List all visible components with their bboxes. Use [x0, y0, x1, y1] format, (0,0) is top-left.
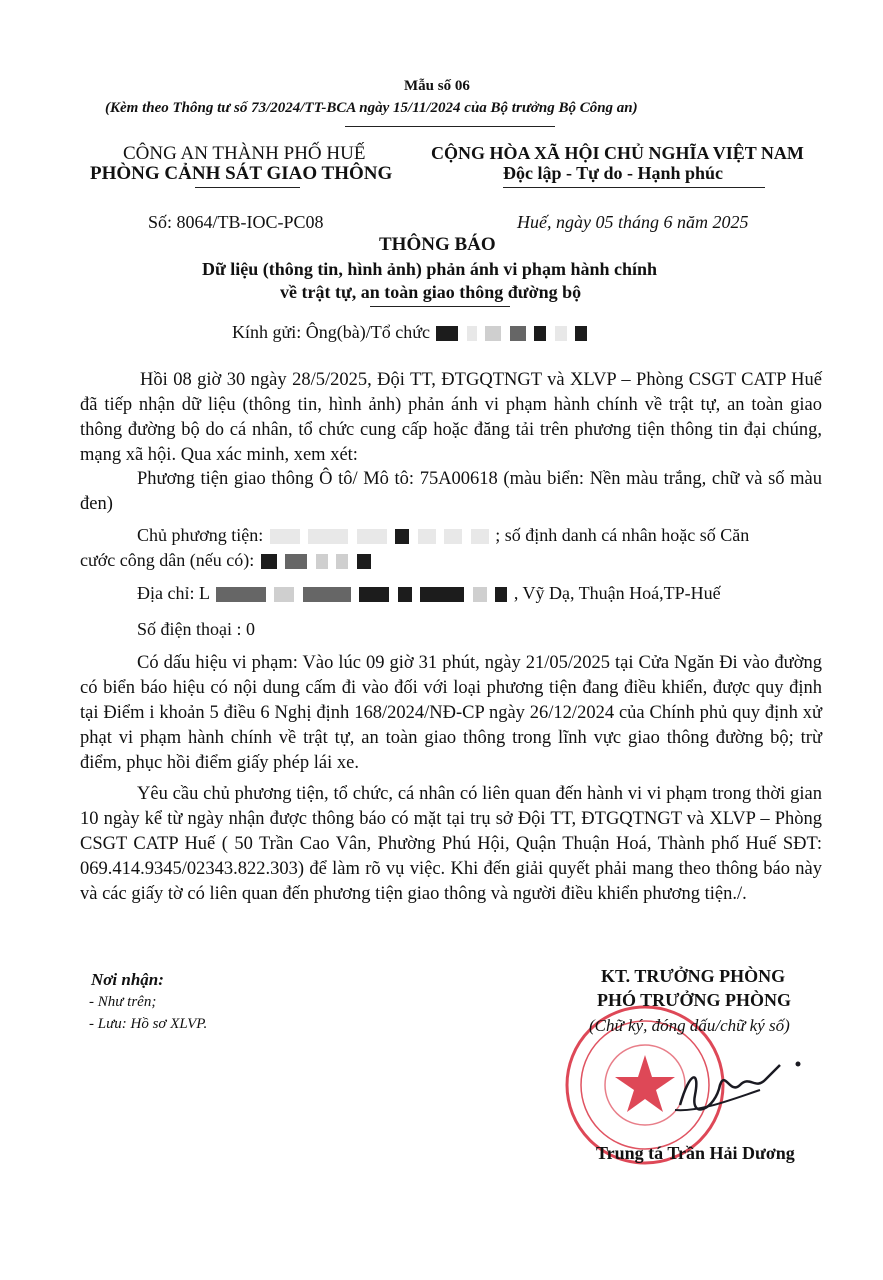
agency-underline: [195, 187, 300, 188]
document-title: THÔNG BÁO: [379, 234, 496, 255]
redacted-address: [214, 583, 514, 603]
violation-paragraph: Có dấu hiệu vi phạm: Vào lúc 09 giờ 31 phút, ngày 21/05/2025 tại Cửa Ngăn Đi vào đường có biển báo hiệu có nội dung cấm đi vào đối với loại phương tiện đang điều khiển, được quy định tại Điểm i khoản 5 điều 6 Nghị định 168/2024/NĐ-CP ngày 26/12/2024 của Chính phủ quy định xử phạt vi phạm hành chính về trật tự, an toàn giao thông trong lĩnh vực giao thông đường bộ; trừ điểm, phục hồi điểm giấy phép lái xe.: [80, 653, 822, 773]
signature-title-2: PHÓ TRƯỞNG PHÒNG: [597, 990, 792, 1010]
handwritten-signature: [660, 1050, 820, 1130]
attachment-note: (Kèm theo Thông tư số 73/2024/TT-BCA ngày 15/11/2024 của Bộ trưởng Bộ Công an): [105, 100, 638, 116]
recipient-item: - Lưu: Hồ sơ XLVP.: [89, 1016, 208, 1032]
document-subtitle-line1: Dữ liệu (thông tin, hình ảnh) phản ánh vi phạm hành chính: [202, 259, 657, 279]
document-subtitle-line2: về trật tự, an toàn giao thông đường bộ: [280, 282, 582, 302]
owner-id-label2: cước công dân (nếu có):: [80, 550, 255, 570]
signature-note: (Chữ ký, đóng dấu/chữ ký số): [589, 1016, 790, 1035]
redacted-owner: [268, 525, 496, 545]
signer-name: Trung tá Trần Hải Dương: [596, 1143, 795, 1163]
phone-line: Số điện thoại : 0: [137, 619, 255, 639]
address-line: [137, 583, 721, 604]
motto-underline: [503, 187, 765, 188]
owner-label: Chủ phương tiện:: [137, 525, 264, 545]
attachment-underline: [345, 126, 555, 127]
addressee-line: [232, 322, 589, 343]
addressee-label: Kính gửi: Ông(bà)/Tổ chức: [232, 322, 430, 342]
place-date: Huế, ngày 05 tháng 6 năm 2025: [517, 212, 749, 232]
owner-id-line: [80, 550, 373, 571]
redacted-id: [259, 550, 373, 570]
address-label: Địa chỉ: L: [137, 583, 210, 603]
agency-department: PHÒNG CẢNH SÁT GIAO THÔNG: [90, 163, 393, 184]
recipients-label: Nơi nhận:: [91, 970, 164, 989]
form-number: Mẫu số 06: [404, 78, 470, 94]
vehicle-info: Phương tiện giao thông Ô tô/ Mô tô: 75A00618 (màu biển: Nền màu trắng, chữ và số màu đen): [80, 469, 822, 514]
nation-motto: Độc lập - Tự do - Hạnh phúc: [503, 163, 724, 183]
title-underline: [370, 306, 510, 307]
recipient-item: - Như trên;: [89, 994, 157, 1010]
intro-paragraph: Hồi 08 giờ 30 ngày 28/5/2025, Đội TT, ĐTGQTNGT và XLVP – Phòng CSGT CATP Huế đã tiếp nhận dữ liệu (thông tin, hình ảnh) phản ánh vi phạm hành chính về trật tự, an toàn giao thông đường bộ do cá nhân, tổ chức cung cấp hoặc đăng tải trên phương tiện thông tin đại chúng, mạng xã hội. Qua xác minh, xem xét:: [80, 370, 822, 465]
address-tail: , Vỹ Dạ, Thuận Hoá,TP-Huế: [513, 583, 721, 603]
owner-id-label: ; số định danh cá nhân hoặc số Căn: [495, 525, 750, 545]
agency-name: CÔNG AN THÀNH PHỐ HUẾ: [123, 143, 366, 164]
redacted-name: [434, 322, 589, 342]
signature-title-1: KT. TRƯỞNG PHÒNG: [601, 966, 786, 986]
request-paragraph: Yêu cầu chủ phương tiện, tổ chức, cá nhân có liên quan đến hành vi vi phạm trong thời gian 10 ngày kể từ ngày nhận được thông báo có mặt tại trụ sở Đội TT, ĐTGQTNGT và XLVP – Phòng CSGT CATP Huế ( 50 Trần Cao Vân, Phường Phú Hội, Quận Thuận Hoá, Thành phố Huế SĐT: 069.414.9345/02343.822.303) để làm rõ vụ việc. Khi đến giải quyết phải mang theo thông báo này và các giấy tờ có liên quan đến phương tiện giao thông và người điều khiển phương tiện./.: [80, 784, 822, 904]
owner-line: [137, 525, 749, 546]
document-number: Số: 8064/TB-IOC-PC08: [148, 212, 324, 232]
nation-title: CỘNG HÒA XÃ HỘI CHỦ NGHĨA VIỆT NAM: [431, 143, 804, 163]
